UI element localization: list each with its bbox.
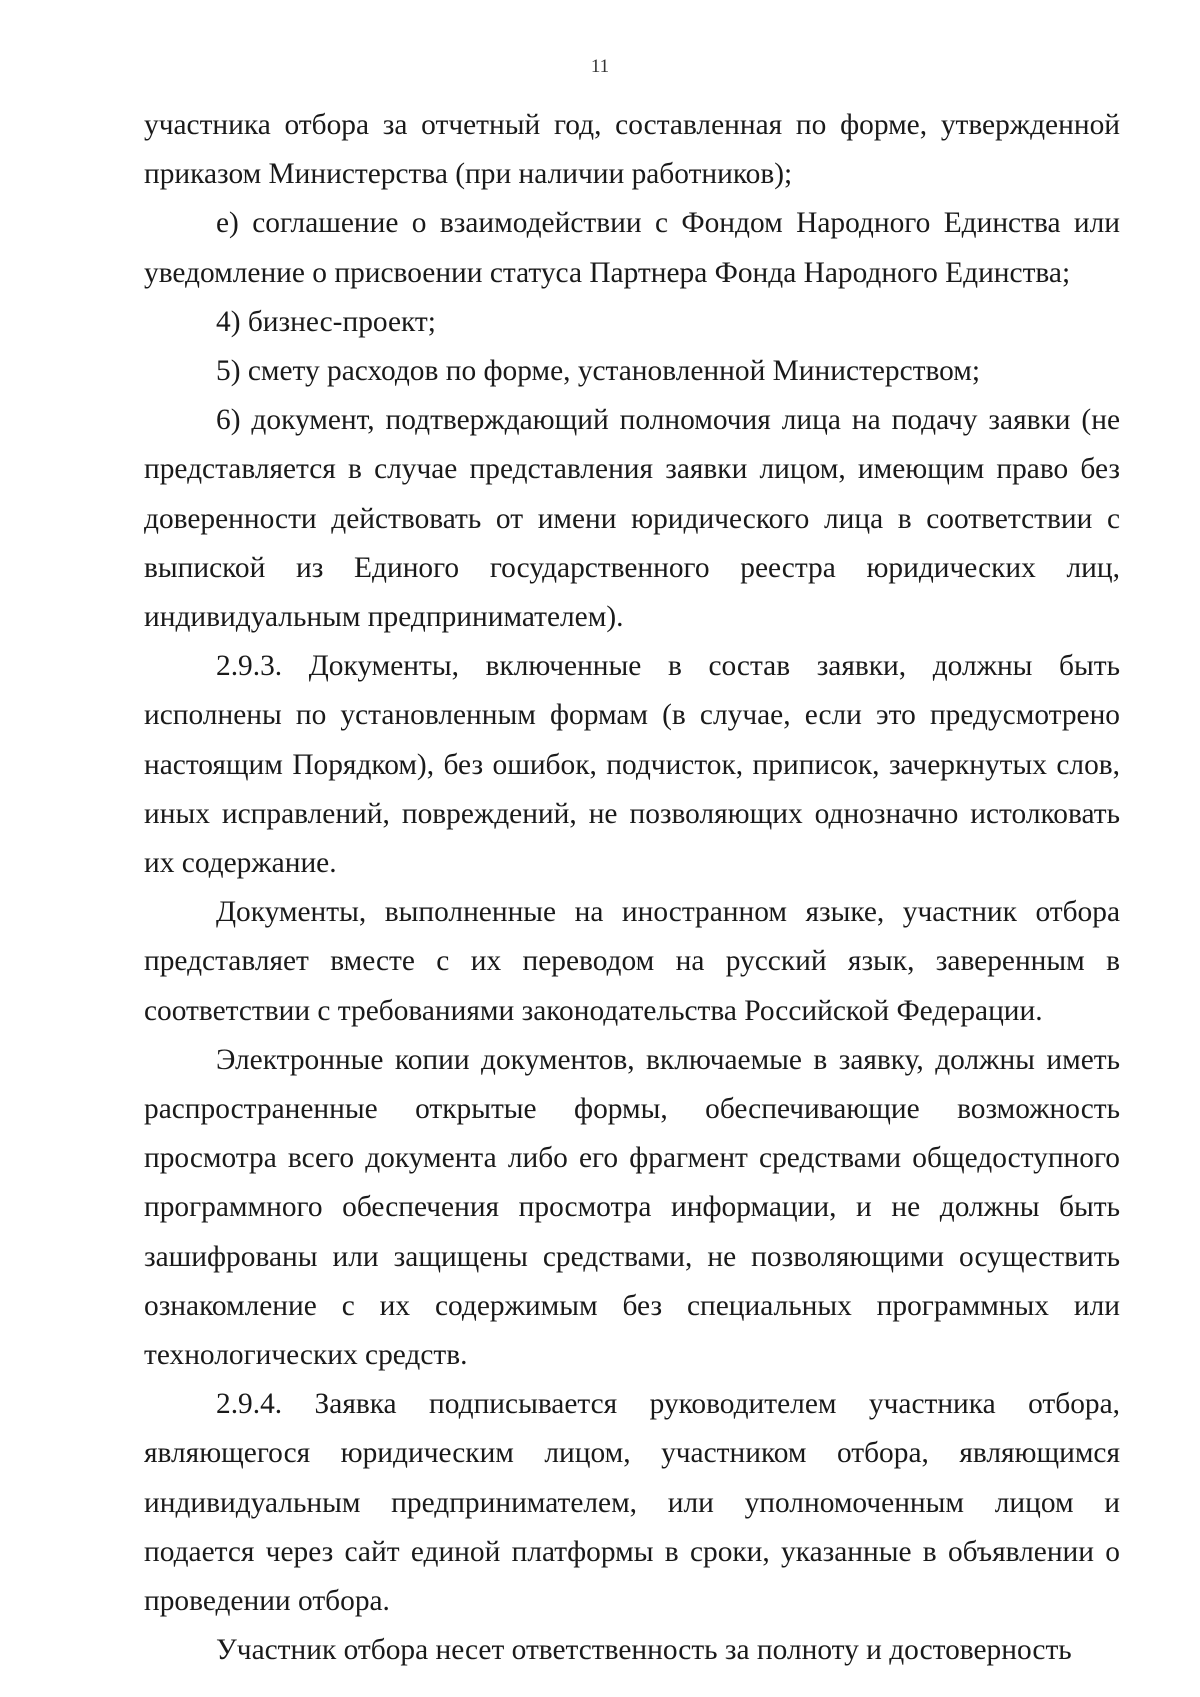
paragraph-clause-2-9-3: 2.9.3. Документы, включенные в состав заявки, должны быть исполнены по установленным формам (в случае, если это предусмотрено настоящим Порядком), без ошибок, подчисток, приписок, зачеркнутых слов, иных исправлений, повреждений, не позволяющих однозначно истолковать их содержание. — [144, 650, 1120, 880]
paragraph-foreign-language-documents: Документы, выполненные на иностранном языке, участник отбора представляет вместе с их переводом на русский язык, заверенным в соответствии с требованиями законодательства Российской Федерации. — [144, 896, 1120, 1027]
paragraph-electronic-copies: Электронные копии документов, включаемые в заявку, должны иметь распространенные открытые формы, обеспечивающие возможность просмотра всего документа либо его фрагмент средствами общедоступного программного обеспечения просмотра информации, и не должны быть зашифрованы или защищены средствами, не позволяющими осуществить ознакомление с их содержимым без специальных программных или технологических средств. — [144, 1043, 1120, 1372]
paragraph-item-4: 4) бизнес-проект; — [216, 305, 436, 338]
paragraph-clause-2-9-4: 2.9.4. Заявка подписывается руководителем участника отбора, являющегося юридическим лицом, участником отбора, являющимся индивидуальным предпринимателем, или уполномоченным лицом и подается через сайт единой платформы в сроки, указанные в объявлении о проведении отбора. — [144, 1388, 1120, 1618]
page-number: 11 — [590, 56, 610, 77]
document-body — [144, 101, 1120, 1676]
paragraph-item-e: е) соглашение о взаимодействии с Фондом Народного Единства или уведомление о присвоении статуса Партнера Фонда Народного Единства; — [144, 207, 1120, 289]
paragraph-item-5: 5) смету расходов по форме, установленной Министерством; — [216, 355, 981, 388]
paragraph-continuation: участника отбора за отчетный год, составленная по форме, утвержденной приказом Министерства (при наличии работников); — [144, 109, 1120, 191]
paragraph-item-6: 6) документ, подтверждающий полномочия лица на подачу заявки (не представляется в случае представления заявки лицом, имеющим право без доверенности действовать от имени юридического лица в соответствии с выпиской из Единого государственного реестра юридических лиц, индивидуальным предпринимателем). — [144, 404, 1120, 634]
paragraph-participant-responsibility: Участник отбора несет ответственность за полноту и достоверность — [216, 1634, 1072, 1667]
